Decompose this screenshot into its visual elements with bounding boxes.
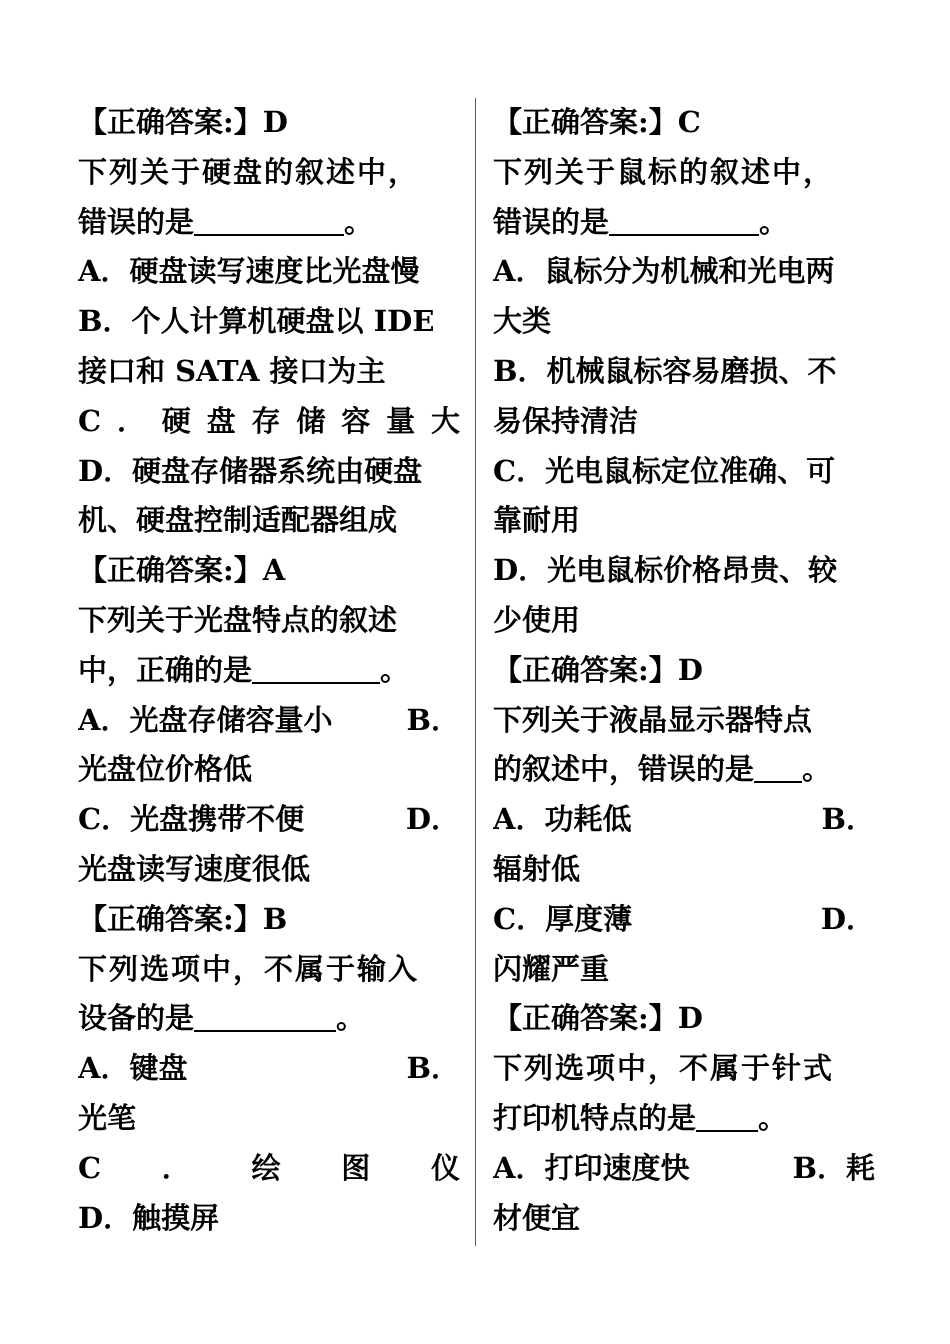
option-b-continued: 接口和 SATA 接口为主 [78, 353, 386, 388]
option-b-continued: 易保持清洁 [493, 403, 639, 438]
option-a-b: A．光盘存储容量小 B． [78, 702, 460, 737]
option-c: C ． 硬 盘 存 储 容 量 大 [78, 403, 460, 438]
answer-line: 【正确答案:】D [78, 105, 288, 139]
option-d: D．触摸屏 [78, 1200, 220, 1235]
answer-blank [696, 1102, 758, 1132]
option-d-continued: 机、硬盘控制适配器组成 [78, 503, 398, 538]
question-line: 设备的是 。 [78, 1001, 366, 1036]
answer-line: 【正确答案:】D [493, 1001, 703, 1036]
question-line: 下列关于光盘特点的叙述 [78, 602, 398, 637]
right-column [493, 98, 875, 1243]
answer-line: 【正确答案:】C [493, 105, 701, 139]
question-line: 错误的是 。 [78, 204, 374, 239]
option-b: B．个人计算机硬盘以 IDE [78, 304, 435, 339]
answer-line: 【正确答案:】B [78, 901, 288, 936]
option-b: B．机械鼠标容易磨损、不 [493, 353, 837, 388]
option-d-continued: 光盘读写速度很低 [78, 851, 311, 886]
answer-blank [194, 206, 344, 236]
question-line: 错误的是 。 [493, 204, 789, 239]
question-line: 下列选项中，不属于针式 [493, 1051, 835, 1086]
option-c-d: C．光盘携带不便 D． [78, 802, 460, 837]
option-d-continued: 闪耀严重 [493, 951, 610, 986]
option-c-d: C．厚度薄 D． [493, 901, 875, 936]
option-a: A．鼠标分为机械和光电两 [493, 254, 835, 289]
option-a-b: A．功耗低 B． [493, 802, 875, 837]
option-d: D．硬盘存储器系统由硬盘 [78, 453, 423, 488]
option-b-continued: 辐射低 [493, 851, 581, 886]
option-c-continued: 靠耐用 [493, 503, 581, 538]
option-d-continued: 少使用 [493, 602, 581, 637]
answer-blank [754, 753, 802, 783]
option-b-continued: 光盘位价格低 [78, 752, 253, 787]
question-line: 的叙述中，错误的是 。 [493, 752, 832, 787]
option-a: A．硬盘读写速度比光盘慢 [78, 254, 420, 289]
answer-blank [194, 1002, 336, 1032]
answer-blank [252, 654, 380, 684]
option-c: C ． 绘 图 仪 [78, 1150, 460, 1185]
option-a-b: A．打印速度快 B．耗 [493, 1150, 875, 1185]
option-b-continued: 光笔 [78, 1100, 137, 1135]
question-line: 下列选项中，不属于输入 [78, 951, 420, 986]
question-line: 下列关于液晶显示器特点 [493, 702, 813, 737]
question-line: 中，正确的是 。 [78, 652, 410, 687]
answer-line: 【正确答案:】A [78, 553, 286, 588]
option-b-continued: 材便宜 [493, 1200, 581, 1235]
answer-blank [609, 206, 759, 236]
question-line: 下列关于鼠标的叙述中， [493, 154, 835, 189]
option-a-b: A．键盘 B． [78, 1051, 460, 1086]
column-divider [475, 98, 476, 1246]
option-c: C．光电鼠标定位准确、可 [493, 453, 836, 488]
answer-line: 【正确答案:】D [493, 652, 703, 687]
option-d: D．光电鼠标价格昂贵、较 [493, 553, 838, 588]
question-line: 下列关于硬盘的叙述中， [78, 154, 420, 189]
left-column [78, 98, 460, 1243]
question-line: 打印机特点的是 。 [493, 1100, 788, 1135]
option-a-continued: 大类 [493, 304, 552, 339]
